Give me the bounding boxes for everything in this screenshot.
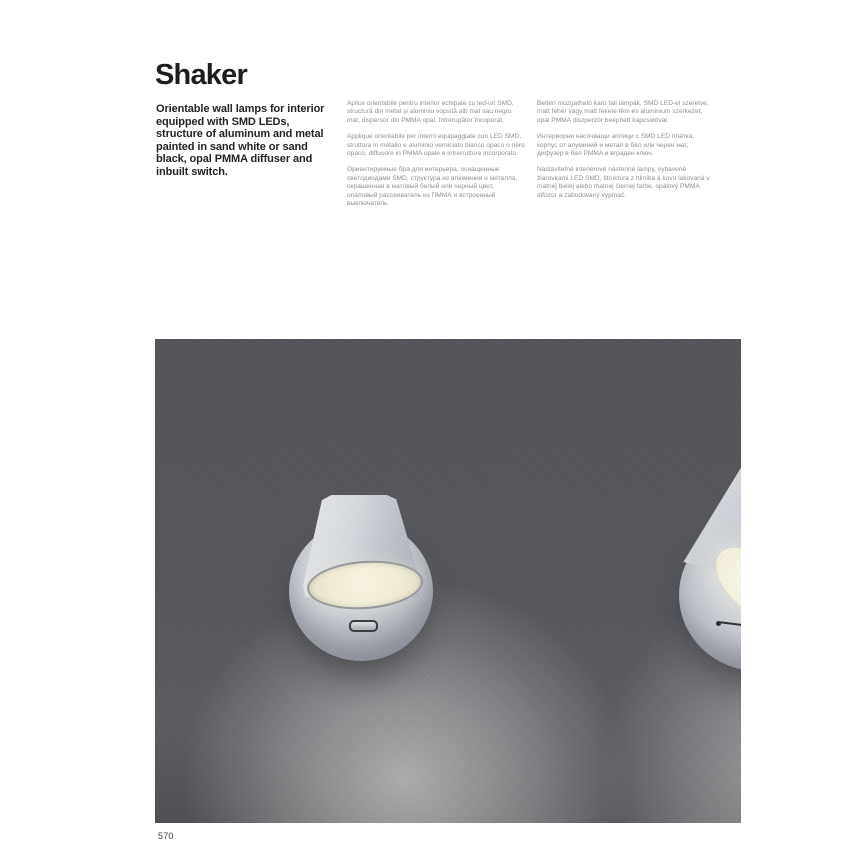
translation-hu: Beltéri mozgatható karú fali lámpák, SMD LED-el szerelve, matt fehér vagy matt fekete fém és aluminium szerkezet, opál PMMA diszperzór beépített kapcsolóval. (537, 100, 709, 124)
translations-column-1 (347, 100, 525, 216)
translation-sk: Nastaviteľné interiérové nástenné lampy, vybavené žiarovkami LED SMD, štruktúra z hliníka a kovu lakovaná v matnej bielej alebo matnej čiernej farbe, opálový PMMA difúzor a zabudovaný vypínač. (537, 166, 710, 199)
translation-ro: Aplice orientabile pentru interior echipate cu led-uri SMD, structură din metal și aluminiu vopsită alb mat sau negru mat, dispersor din PMMA opal, întrerupător încoporat. (347, 100, 514, 124)
product-description-en: Orientable wall lamps for interior equipped with SMD LEDs, structure of aluminum and metal painted in sand white or sand black, opal PMMA diffuser and inbuilt switch. (156, 103, 325, 178)
translation-bg: Интериорни насочващи аплици с SMD LED платка, корпус от алуминий и метал в бял или черен мат, дифузер в бял PMMA и вграден ключ. (537, 133, 695, 158)
translations-column-2 (537, 100, 715, 208)
page-number: 570 (158, 831, 174, 841)
page-title: Shaker (155, 59, 247, 92)
product-photo (155, 339, 741, 823)
translation-ru: Ориентируемые бра для интерьера, оснащенные светодиодами SMD, структура из алюминия и металла, окрашенная в матовый белый или черный цвет, опаловый рассеиватель из ПММА и встроенный выключатель. (347, 166, 518, 208)
translation-it: Applique orientabile per interni equipaggiate con LED SMD, struttura in metallo e aluminio verniciato bianco opaco o nero opaco, diffusore in PMMA opale e intrerruttore incorporato. (347, 133, 525, 158)
wall-lamp-main-switch (349, 620, 378, 632)
